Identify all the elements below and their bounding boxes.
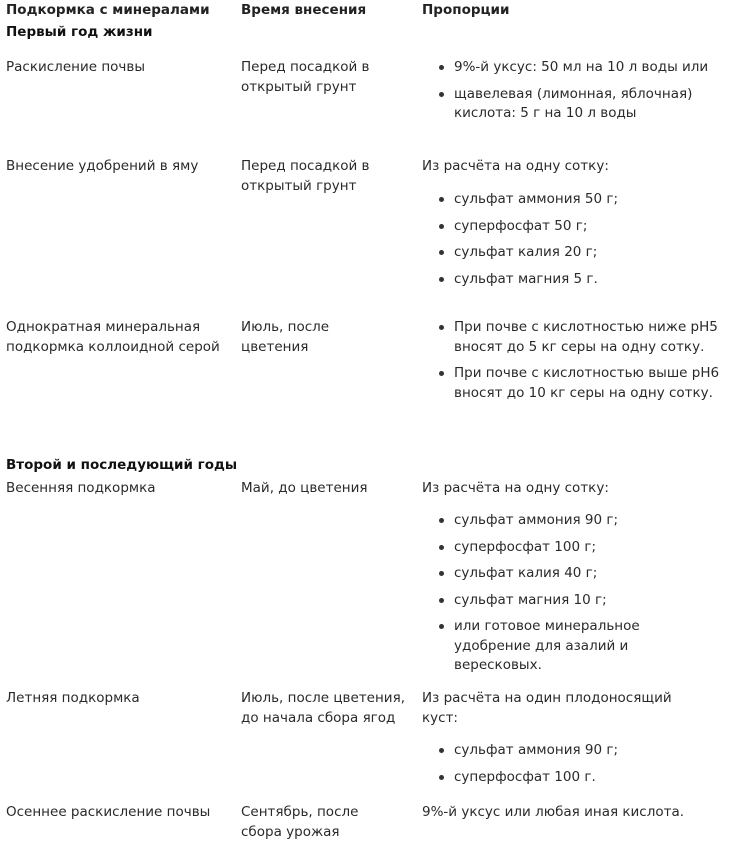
- bullet-icon: [439, 325, 444, 330]
- bullet-icon: [439, 545, 444, 550]
- column-header-proportions: Пропорции: [422, 2, 510, 18]
- list-item-text: При почве с кислотностью ниже pH5 вносят до 5 кг серы на одну сотку.: [454, 319, 718, 355]
- bullet-icon: [439, 624, 444, 629]
- list-item-text: суперфосфат 100 г.: [454, 768, 596, 785]
- list-item: [422, 564, 727, 584]
- list-item: [422, 217, 727, 237]
- list-item-text: щавелевая (лимонная, яблочная) кислота: 5 г на 10 л воды: [454, 85, 693, 121]
- column-header-mineral: Подкормка с минералами: [6, 2, 210, 18]
- list-item-text: или готовое минеральное удобрение для азалий и вересковых.: [454, 618, 640, 673]
- list-item-text: сульфат аммония 90 г;: [454, 742, 618, 758]
- row-name: Раскисление почвы: [6, 59, 145, 75]
- row-time: Июль, после цветения, до начала сбора ягод: [241, 690, 405, 726]
- bullet-icon: [439, 65, 444, 70]
- row-name: Весенняя подкормка: [6, 480, 156, 496]
- list-item: [422, 511, 727, 531]
- list-item: [422, 741, 727, 761]
- proportions-list: [422, 511, 727, 676]
- proportions-intro: Из расчёта на одну сотку:: [422, 480, 609, 496]
- row-time: Июль, после цветения: [241, 319, 330, 355]
- list-item: [422, 243, 727, 263]
- list-item: [422, 364, 727, 403]
- row-time: Перед посадкой в открытый грунт: [241, 158, 370, 194]
- column-header-time: Время внесения: [241, 2, 367, 18]
- list-item: [422, 85, 727, 124]
- list-item: [422, 617, 684, 676]
- bullet-icon: [439, 571, 444, 576]
- list-item: [422, 58, 727, 78]
- bullet-icon: [439, 224, 444, 229]
- list-item-text: сульфат магния 5 г.: [454, 270, 598, 287]
- proportions-list: [422, 190, 727, 289]
- section-heading-second-year: Второй и последующий годы: [6, 457, 238, 473]
- list-item: [422, 768, 727, 788]
- list-item: [422, 190, 727, 210]
- list-item: [422, 270, 727, 290]
- list-item: [422, 538, 727, 558]
- list-item-text: 9%-й уксус: 50 мл на 10 л воды или: [454, 59, 709, 75]
- bullet-icon: [439, 748, 444, 753]
- proportions-intro: Из расчёта на один плодоносящий куст:: [422, 690, 672, 726]
- row-name: Летняя подкормка: [6, 690, 140, 706]
- row-time: Перед посадкой в открытый грунт: [241, 59, 370, 95]
- proportions-list: [422, 741, 727, 787]
- row-name: Осеннее раскисление почвы: [6, 804, 211, 820]
- bullet-icon: [439, 277, 444, 282]
- list-item-text: сульфат калия 20 г;: [454, 244, 598, 260]
- row-time: Май, до цветения: [241, 480, 368, 496]
- list-item: [422, 591, 727, 611]
- row-name: Внесение удобрений в яму: [6, 158, 199, 174]
- proportions-list: [422, 318, 727, 403]
- proportions-intro: 9%-й уксус или любая иная кислота.: [422, 804, 685, 820]
- bullet-icon: [439, 598, 444, 603]
- bullet-icon: [439, 518, 444, 523]
- proportions-intro: Из расчёта на одну сотку:: [422, 158, 609, 174]
- list-item-text: сульфат аммония 50 г;: [454, 191, 618, 207]
- row-name: Однократная минеральная подкормка коллоидной серой: [6, 319, 220, 355]
- list-item-text: сульфат магния 10 г;: [454, 591, 607, 608]
- list-item-text: сульфат калия 40 г;: [454, 565, 598, 581]
- bullet-icon: [439, 197, 444, 202]
- list-item: [422, 318, 727, 357]
- proportions-list: [422, 58, 727, 124]
- list-item-text: суперфосфат 50 г;: [454, 217, 588, 234]
- list-item-text: При почве с кислотностью выше pH6 вносят до 10 кг серы на одну сотку.: [454, 365, 720, 401]
- bullet-icon: [439, 250, 444, 255]
- bullet-icon: [439, 92, 444, 97]
- section-heading-first-year: Первый год жизни: [6, 24, 153, 40]
- bullet-icon: [439, 775, 444, 780]
- row-time: Сентябрь, после сбора урожая: [241, 804, 359, 840]
- list-item-text: сульфат аммония 90 г;: [454, 512, 618, 528]
- bullet-icon: [439, 371, 444, 376]
- list-item-text: суперфосфат 100 г;: [454, 538, 597, 555]
